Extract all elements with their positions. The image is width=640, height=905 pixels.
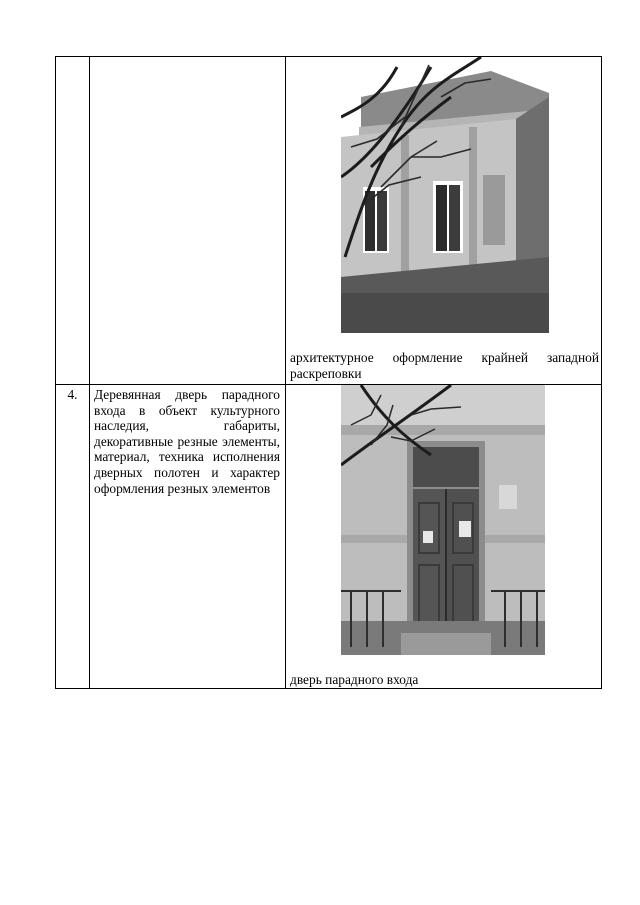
- photo-cell: [286, 385, 602, 689]
- row-description: Деревянная дверь парадного входа в объект культурного наследия, габариты, декоративные резные элементы, материал, техника исполнения дверных полотен и характер оформления резных элементов: [90, 385, 286, 689]
- heritage-elements-table: [55, 56, 602, 689]
- building-facade-photo: [341, 57, 549, 333]
- entrance-door-photo: [341, 385, 545, 655]
- table-row: [56, 57, 602, 385]
- row-number: [56, 57, 90, 385]
- photo-cell: [286, 57, 602, 385]
- table-row: [56, 385, 602, 689]
- photo-caption: архитектурное оформление крайней западной раскреповки: [290, 350, 599, 381]
- row-number: 4.: [56, 385, 90, 689]
- row-description: [90, 57, 286, 385]
- photo-caption: дверь парадного входа: [290, 672, 419, 687]
